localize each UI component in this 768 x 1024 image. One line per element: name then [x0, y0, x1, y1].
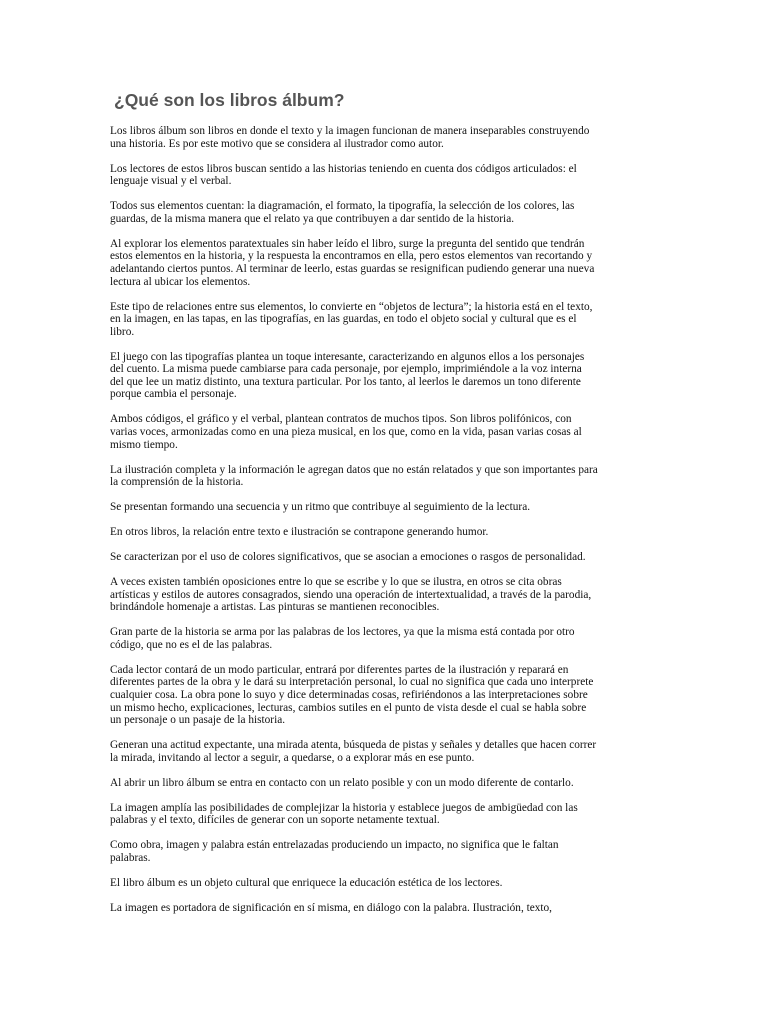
paragraph: Como obra, imagen y palabra están entrelazadas produciendo un impacto, no significa que le faltan palabras. [110, 839, 559, 864]
document-page [110, 89, 598, 927]
document-title: ¿Qué son los libros álbum? [114, 90, 345, 110]
paragraph: Los libros álbum son libros en donde el texto y la imagen funcionan de manera inseparables construyendo una historia. Es por este motivo que se considera al ilustrador como autor. [110, 125, 590, 150]
paragraph: Al abrir un libro álbum se entra en contacto con un relato posible y con un modo diferente de contarlo. [110, 776, 574, 789]
paragraph: El libro álbum es un objeto cultural que enriquece la educación estética de los lectores. [110, 876, 503, 889]
paragraph: Al explorar los elementos paratextuales sin haber leído el libro, surge la pregunta del sentido que tendrán estos elementos en la historia, y la respuesta la encontramos en ella, pero estos elementos van recortando y adelantando ciertos puntos. Al terminar de leerlo, estas guardas se resignifican pudiendo generar una nueva lectura al ubicar los elementos. [110, 237, 595, 288]
paragraph: Este tipo de relaciones entre sus elementos, lo convierte en “objetos de lectura”; la historia está en el texto, en la imagen, en las tapas, en las tipografías, en las guardas, en todo el objeto social y cultural que es el libro. [110, 300, 593, 338]
paragraph: Se presentan formando una secuencia y un ritmo que contribuye al seguimiento de la lectura. [110, 501, 531, 514]
paragraph: Gran parte de la historia se arma por las palabras de los lectores, ya que la misma está contada por otro código, que no es el de las palabras. [110, 626, 575, 651]
paragraph: La ilustración completa y la información le agregan datos que no están relatados y que son importantes para la comprensión de la historia. [110, 463, 598, 489]
paragraph: En otros libros, la relación entre texto e ilustración se contrapone generando humor. [110, 526, 489, 539]
paragraph: La imagen es portadora de significación en sí misma, en diálogo con la palabra. Ilustración, texto, [110, 901, 553, 914]
paragraph: Generan una actitud expectante, una mirada atenta, búsqueda de pistas y señales y detalles que hacen correr la mirada, invitando al lector a seguir, a quedarse, o a explorar más en ese punto. [110, 739, 597, 764]
paragraph: A veces existen también oposiciones entre lo que se escribe y lo que se ilustra, en otros se cita obras artísticas y estilos de autores consagrados, siendo una operación de intertextualidad, a través de la parodia, brindándole homenaje a artistas. Las pinturas se mantienen reconocibles. [110, 576, 592, 614]
paragraph: Cada lector contará de un modo particular, entrará por diferentes partes de la ilustración y reparará en diferentes partes de la obra y le dará su interpretación personal, lo cual no significa que cada uno interprete cualquier cosa. La obra pone lo suyo y dice determinadas cosas, refiriéndonos a las interpretaciones sobre un mismo hecho, explicaciones, lecturas, cambios sutiles en el punto de vista desde el cual se habla sobre un personaje o un pasaje de la historia. [110, 663, 594, 727]
paragraph: Ambos códigos, el gráfico y el verbal, plantean contratos de muchos tipos. Son libros polifónicos, con varias voces, armonizadas como en una pieza musical, en los que, como en la vida, pasan varias cosas al mismo tiempo. [110, 413, 582, 451]
paragraph: Todos sus elementos cuentan: la diagramación, el formato, la tipografía, la selección de los colores, las guardas, de la misma manera que el relato ya que contribuyen a dar sentido de la historia. [110, 200, 575, 225]
paragraph: La imagen amplía las posibilidades de complejizar la historia y establece juegos de ambigüedad con las palabras y el texto, difíciles de generar con un soporte netamente textual. [110, 801, 578, 827]
paragraph: Los lectores de estos libros buscan sentido a las historias teniendo en cuenta dos códigos articulados: el lenguaje visual y el verbal. [110, 162, 577, 188]
paragraph: El juego con las tipografías plantea un toque interesante, caracterizando en algunos ellos a los personajes del cuento. La misma puede cambiarse para cada personaje, por ejemplo, imprimiéndole a la voz interna del que lee un matiz distinto, una textura particular. Por los tanto, al leerlos le daremos un tono diferente porque cambia el personaje. [110, 350, 585, 401]
paragraph: Se caracterizan por el uso de colores significativos, que se asocian a emociones o rasgos de personalidad. [110, 551, 586, 564]
